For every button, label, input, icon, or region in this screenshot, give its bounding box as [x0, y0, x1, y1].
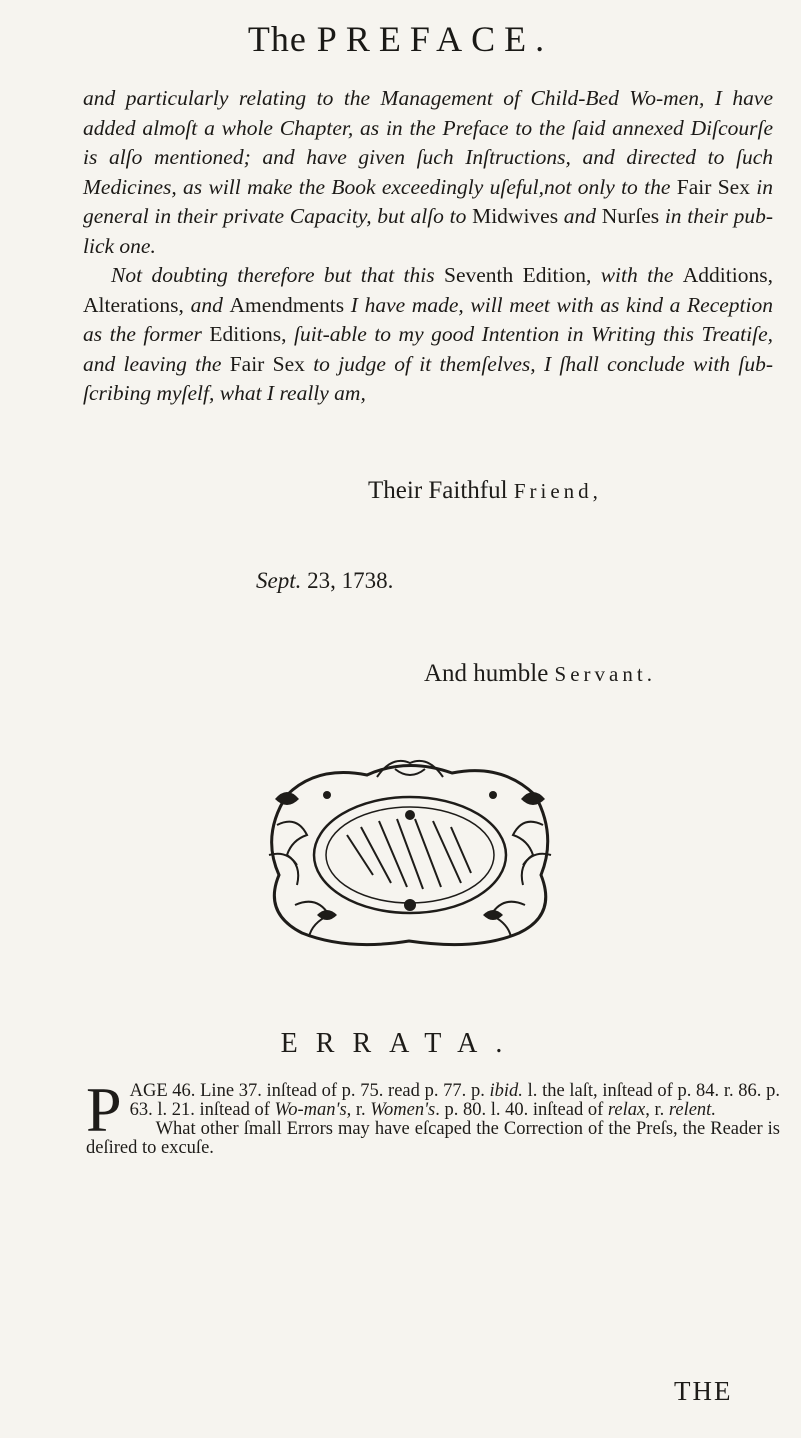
text-run-roman: Nurſes [601, 204, 660, 228]
text-run: and [558, 204, 602, 228]
text-run: to judge of it themſelves, I ſhall conclude with ſub-ſcribing myſelf, what I really am, [83, 351, 773, 405]
running-head [0, 18, 801, 60]
errata-dropcap: P [86, 1074, 122, 1145]
text-run: I have made, will meet with as kind a Reception as the former [83, 292, 773, 346]
text-run-italic: Women's [370, 1100, 436, 1120]
text-run-roman: Editions, [209, 322, 287, 346]
closing-servant [424, 660, 656, 688]
closing-friend [368, 477, 602, 505]
running-head-the: The [247, 19, 307, 59]
text-run: and [183, 292, 230, 317]
text-run: ſuit-able to my good Intention in Writing this Treatiſe, and leaving the [83, 322, 773, 376]
closing-friend-word: Friend, [513, 479, 602, 503]
date-month: Sept. [256, 568, 302, 593]
text-run-roman: Additions, Alterations, [83, 263, 773, 317]
closing-servant-word: Servant. [554, 662, 656, 686]
date-day-year: 23, 1738. [307, 568, 394, 593]
errata-excuse: What other ſmall Errors may have eſcaped the Correction of the Preſs, the Reader is deſired to excuſe. [86, 1119, 780, 1158]
text-run-roman: Fair Sex [229, 351, 305, 376]
text-run: and particularly relating to the Management of Child-Bed Wo-men, I have added almoſt a whole Chapter, as in the Preface to the ſaid annexed Diſcourſe is alſo mentioned; and have given ſuch Inſtructions, and directed to ſuch Medicines, as will make the Book exceedingly uſeful,not only to the [83, 86, 773, 199]
text-run-roman: Midwives [472, 204, 559, 228]
running-head-preface: PREFACE. [316, 19, 554, 59]
preface-body [83, 84, 773, 409]
text-run-roman: Seventh Edition, [444, 263, 592, 287]
paragraph-management [83, 84, 773, 261]
text-run: in general in their private Capacity, but alſo to [83, 174, 773, 228]
text-run: Not doubting therefore but that this [111, 263, 444, 287]
catchword: THE [674, 1376, 733, 1406]
text-run: , r. [645, 1100, 669, 1120]
text-run: with the [591, 263, 683, 287]
text-run: in their pub-lick one. [83, 204, 773, 258]
text-run-roman: Fair Sex [676, 174, 750, 199]
text-run-italic: relent. [668, 1100, 716, 1120]
closing-and-humble: And humble [424, 660, 549, 687]
text-run-roman: Amendments [229, 292, 345, 317]
errata-block [86, 1074, 780, 1158]
text-run: , r. [346, 1100, 371, 1120]
paragraph-seventh-edition [83, 261, 773, 409]
errata-title: ERRATA. [280, 1028, 521, 1059]
text-run-italic: Wo-man's [274, 1100, 347, 1120]
text-run-italic: relax [607, 1100, 646, 1120]
text-run: l. the laſt, inſtead of p. 84. r. 86. p. 63. l. 21. inſtead of [129, 1081, 780, 1120]
signature-date [256, 568, 393, 594]
text-run: AGE 46. Line 37. inſtead of p. 75. read p. 77. p. [129, 1081, 490, 1101]
ornament-illustration [257, 755, 563, 953]
text-run-italic: ibid. [489, 1081, 523, 1101]
closing-their-faithful: Their Faithful [368, 477, 508, 504]
text-run: . p. 80. l. 40. inſtead of [435, 1100, 608, 1120]
